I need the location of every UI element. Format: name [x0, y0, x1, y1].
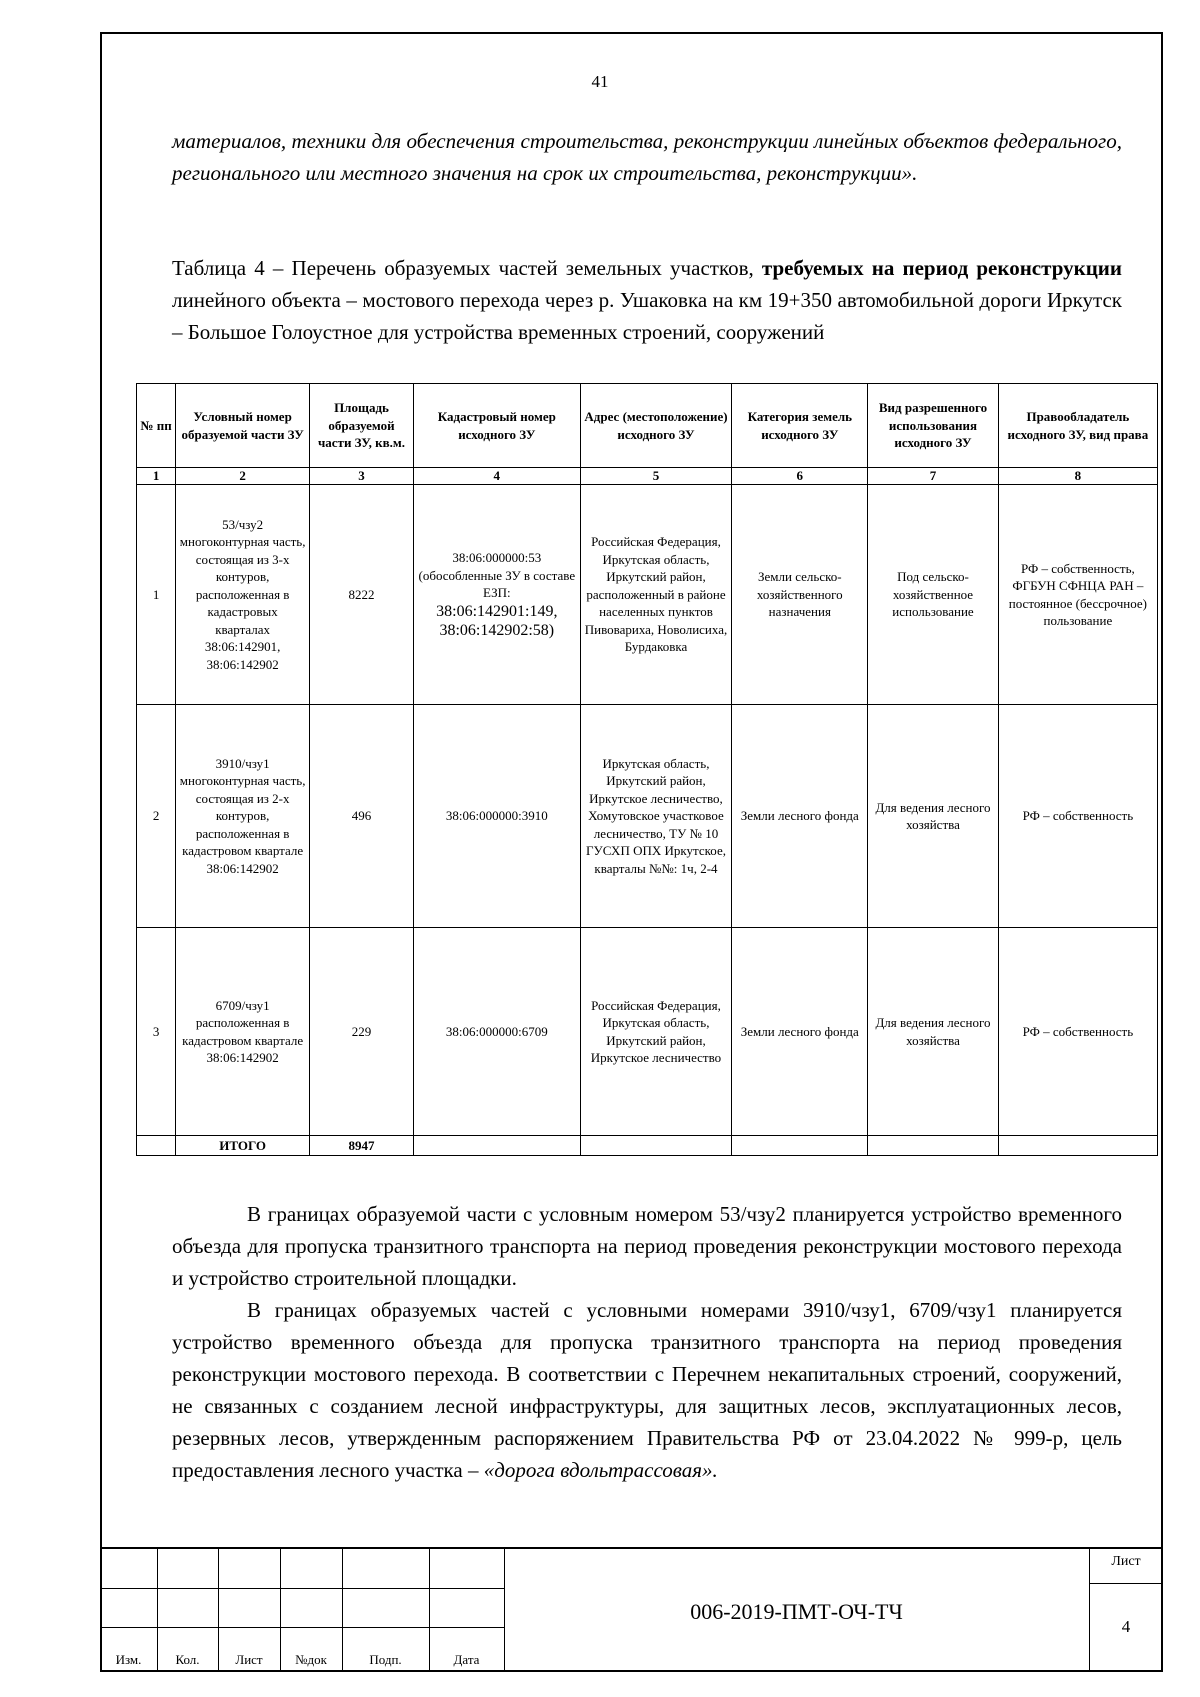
- sheet-rule: [1089, 1583, 1163, 1584]
- header-cell: Площадь образуемой части ЗУ, кв.м.: [309, 384, 413, 468]
- header-cell: Кадастровый номер исходного ЗУ: [413, 384, 580, 468]
- column-number: 1: [137, 468, 176, 485]
- label-list: Лист: [235, 1652, 263, 1667]
- area-value: 229: [309, 928, 413, 1136]
- total-empty-cell: [998, 1136, 1157, 1156]
- area-value: 8222: [309, 485, 413, 705]
- column-number-row: [137, 468, 1158, 485]
- row-number: 2: [137, 705, 176, 928]
- column-number: 5: [580, 468, 732, 485]
- label-izm: Изм.: [115, 1652, 142, 1667]
- address: Российская Федерация, Иркутская область, Иркутский район, Иркутское лесничество: [580, 928, 732, 1136]
- column-number: 7: [868, 468, 999, 485]
- column-number: 4: [413, 468, 580, 485]
- title-block: [100, 1547, 1163, 1672]
- cadastral-number: 38:06:000000:3910: [413, 705, 580, 928]
- part-number: 6709/чзу1 расположенная в кадастровом квартале 38:06:142902: [176, 928, 310, 1136]
- land-category: Земли лесного фонда: [732, 705, 868, 928]
- header-cell: Адрес (местоположение) исходного ЗУ: [580, 384, 732, 468]
- column-number: 6: [732, 468, 868, 485]
- row-number: 3: [137, 928, 176, 1136]
- part-number: 53/чзу2 многоконтурная часть, состоящая из 3-х контуров, расположенная в кадастровых кварталах 38:06:142901, 38:06:142902: [176, 485, 310, 705]
- paragraph-2: [172, 1294, 1122, 1486]
- column-number: 8: [998, 468, 1157, 485]
- land-category: Земли лесного фонда: [732, 928, 868, 1136]
- header-cell: Правообладатель исходного ЗУ, вид права: [998, 384, 1157, 468]
- area-value: 496: [309, 705, 413, 928]
- sheet-label: Лист: [1111, 1554, 1141, 1569]
- paragraph-1: В границах образуемой части с условным номером 53/чзу2 планируется устройство временного объезда для пропуска транзитного транспорта на период проведения реконструкции мостового перехода и устройство строительной площадки.: [172, 1202, 1122, 1290]
- permitted-use: Под сельско-хозяйственное использование: [868, 485, 999, 705]
- label-podp: Подп.: [369, 1652, 402, 1667]
- cadastral-number: [413, 485, 580, 705]
- header-cell: № пп: [137, 384, 176, 468]
- land-parts-table: [136, 383, 1158, 1156]
- label-data: Дата: [453, 1652, 480, 1667]
- paragraph-2-main: В границах образуемых частей с условными номерами 3910/чзу1, 6709/чзу1 планируется устройство временного объезда для пропуска транзитного транспорта на период проведения реконструкции мостового перехода. В соответствии с Перечнем некапитальных строений, сооружений, не связанных с созданием лесной инфраструктуры, для защитных лесов, эксплуатационных лесов, резервных лесов, утвержденным распоряжением Правительства РФ от 23.04.2022 № 999-р, цель предоставления лесного участка –: [172, 1298, 1122, 1482]
- total-label: ИТОГО: [176, 1136, 310, 1156]
- document-code: 006-2019-ПМТ-ОЧ-ТЧ: [690, 1599, 903, 1624]
- intro-text: материалов, техники для обеспечения строительства, реконструкции линейных объектов федерального, регионального или местного значения на срок их строительства, реконструкции».: [172, 129, 1122, 185]
- paragraph-2-italic: «дорога вдольтрассовая».: [483, 1458, 718, 1482]
- table-caption: [172, 252, 1122, 348]
- title-block-rule: [100, 1588, 504, 1589]
- header-cell: Категория земель исходного ЗУ: [732, 384, 868, 468]
- caption-prefix: Таблица 4 – Перечень образуемых частей земельных участков,: [172, 256, 754, 280]
- row-number: 1: [137, 485, 176, 705]
- total-empty-cell: [137, 1136, 176, 1156]
- total-value: 8947: [309, 1136, 413, 1156]
- total-empty-cell: [868, 1136, 999, 1156]
- header-cell: Условный номер образуемой части ЗУ: [176, 384, 310, 468]
- label-ndok: №док: [295, 1652, 327, 1667]
- cadastral-main: 38:06:000000:53 (обособленные ЗУ в составе ЕЗП:: [418, 550, 576, 601]
- total-empty-cell: [580, 1136, 732, 1156]
- table-header-row: [137, 384, 1158, 468]
- total-row: [137, 1136, 1158, 1156]
- column-number: 2: [176, 468, 310, 485]
- cadastral-number: 38:06:000000:6709: [413, 928, 580, 1136]
- page-number: 41: [591, 72, 609, 91]
- permitted-use: Для ведения лесного хозяйства: [868, 928, 999, 1136]
- permitted-use: Для ведения лесного хозяйства: [868, 705, 999, 928]
- table-row: [137, 928, 1158, 1136]
- address: Российская Федерация, Иркутская область, Иркутский район, расположенный в районе населенных пунктов Пивовариха, Новолисиха, Бурдаковка: [580, 485, 732, 705]
- address: Иркутская область, Иркутский район, Иркутское лесничество, Хомутовское участковое лесничество, ТУ № 10 ГУСХП ОПХ Иркутское, кварталы №№: 1ч, 2-4: [580, 705, 732, 928]
- cadastral-extra: 38:06:142901:149, 38:06:142902:58): [436, 602, 558, 639]
- table-row: [137, 705, 1158, 928]
- caption-suffix: линейного объекта – мостового перехода через р. Ушаковка на км 19+350 автомобильной дороги Иркутск – Большое Голоустное для устройства временных строений, сооружений: [172, 288, 1122, 344]
- column-number: 3: [309, 468, 413, 485]
- table-row: [137, 485, 1158, 705]
- caption-bold: требуемых на период реконструкции: [761, 256, 1122, 280]
- total-empty-cell: [413, 1136, 580, 1156]
- part-number: 3910/чзу1 многоконтурная часть, состоящая из 2-х контуров, расположенная в кадастровом квартале 38:06:142902: [176, 705, 310, 928]
- body-text: [172, 1198, 1122, 1486]
- sheet-number: 4: [1121, 1617, 1131, 1636]
- owner-right: РФ – собственность, ФГБУН СФНЦА РАН – постоянное (бессрочное) пользование: [998, 485, 1157, 705]
- owner-right: РФ – собственность: [998, 928, 1157, 1136]
- label-kol: Кол.: [175, 1652, 200, 1667]
- owner-right: РФ – собственность: [998, 705, 1157, 928]
- title-block-rule: [100, 1627, 504, 1628]
- header-cell: Вид разрешенного использования исходного ЗУ: [868, 384, 999, 468]
- total-empty-cell: [732, 1136, 868, 1156]
- land-category: Земли сельско-хозяйственного назначения: [732, 485, 868, 705]
